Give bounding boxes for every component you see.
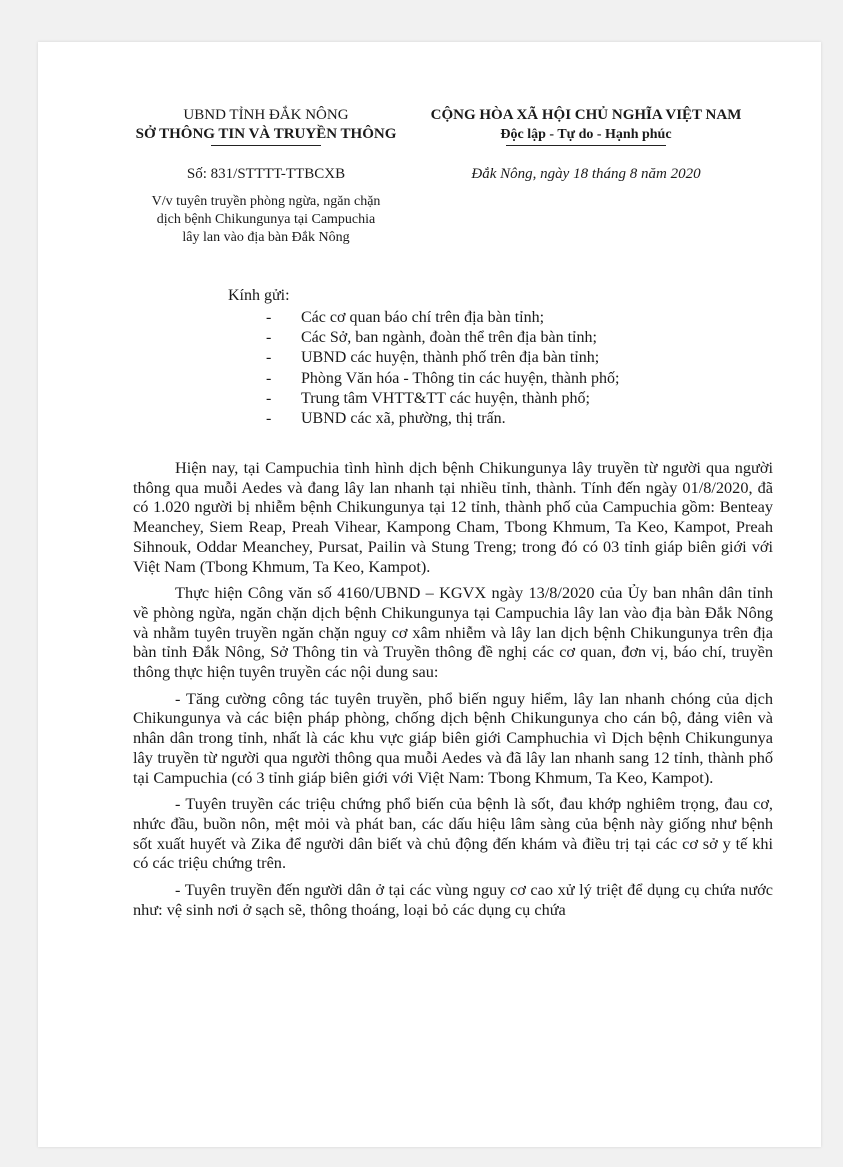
national-header — [416, 106, 756, 146]
nation-title: CỘNG HÒA XÃ HỘI CHỦ NGHĨA VIỆT NAM — [430, 107, 742, 123]
issuing-agency — [116, 106, 416, 146]
document-date: Đắk Nông, ngày 18 tháng 8 năm 2020 — [471, 166, 701, 182]
document-subject — [116, 193, 416, 247]
national-motto: Độc lập - Tự do - Hạnh phúc — [500, 127, 672, 142]
document-number: Số: 831/STTTT-TTBCXB — [186, 166, 346, 182]
agency-parent: UBND TỈNH ĐẮK NÔNG — [183, 107, 349, 123]
recipient-item: - Các Sở, ban ngành, đoàn thể trên địa bàn tỉnh; — [266, 328, 619, 348]
body-paragraph: Hiện nay, tại Campuchia tình hình dịch bệnh Chikungunya lây truyền từ người qua người thông qua muỗi Aedes và đang lây lan nhanh tại nhiều tỉnh, thành. Tính đến ngày 01/8/2020, đã có 1.020 người bị nhiễm bệnh Chikungunya tại 12 tỉnh, thành phố của Campuchia gồm: Benteay Meanchey, Siem Reap, Preah Vihear, Kampong Cham, Tbong Khmum, Ta Keo, Kampot, Preah Sihnouk, Oddar Meanchey, Pursat, Pailin và Stung Treng; trong đó có 03 tỉnh giáp biên giới với Việt Nam (Tbong Khmum, Ta Keo, Kampot). — [133, 458, 773, 576]
subject-line: V/v tuyên truyền phòng ngừa, ngăn chặn — [151, 194, 381, 209]
recipient-item: - UBND các xã, phường, thị trấn. — [266, 409, 619, 429]
body-paragraph: - Tuyên truyền các triệu chứng phổ biến của bệnh là sốt, đau khớp nghiêm trọng, đau cơ, nhức đầu, buồn nôn, mệt mỏi và phát ban, các dấu hiệu lâm sàng của bệnh này giống như bệnh sốt xuất huyết và Zika để người dân biết và chủ động đến khám và điều trị tại các cơ sở y tế khi có các triệu chứng trên. — [133, 794, 773, 873]
body-paragraph: - Tuyên truyền đến người dân ở tại các vùng nguy cơ cao xử lý triệt để dụng cụ chứa nước như: vệ sinh nơi ở sạch sẽ, thông thoáng, loại bỏ các dụng cụ chứa — [133, 880, 773, 919]
recipient-item: - Các cơ quan báo chí trên địa bàn tỉnh; — [266, 308, 619, 328]
recipient-item: - Trung tâm VHTT&TT các huyện, thành phố; — [266, 389, 619, 409]
agency-underline — [211, 145, 321, 146]
body-paragraph: Thực hiện Công văn số 4160/UBND – KGVX ngày 13/8/2020 của Ủy ban nhân dân tỉnh về phòng ngừa, ngăn chặn dịch bệnh Chikungunya tại Campuchia lây lan vào địa bàn Đắk Nông và nhằm tuyên truyền ngăn chặn nguy cơ xâm nhiễm và lây lan dịch bệnh Chikungunya trên địa bàn tỉnh Đắk Nông, Sở Thông tin và Truyền thông đề nghị các cơ quan, đơn vị, báo chí, truyền thông thực hiện tuyên truyền các nội dung sau: — [133, 583, 773, 682]
body-paragraph: - Tăng cường công tác tuyên truyền, phổ biến nguy hiểm, lây lan nhanh chóng của dịch Chikungunya và các biện pháp phòng, chống dịch bệnh Chikungunya cho cán bộ, đảng viên và nhân dân trong tỉnh, nhất là các khu vực giáp biên giới Camphuchia vì Dịch bệnh Chikungunya lây truyền từ người qua người thông qua muỗi Aedes và đã lây lan nhanh sang 12 tỉnh, thành phố tại Campuchia (có 3 tỉnh giáp biên giới với Việt Nam: Tbong Khmum, Ta Keo, Kampot). — [133, 688, 773, 787]
agency-name: SỞ THÔNG TIN VÀ TRUYỀN THÔNG — [135, 126, 397, 142]
recipient-item: - UBND các huyện, thành phố trên địa bàn tỉnh; — [266, 348, 619, 368]
recipient-item: - Phòng Văn hóa - Thông tin các huyện, thành phố; — [266, 369, 619, 389]
document-body — [133, 458, 773, 926]
recipient-list — [266, 308, 619, 429]
subject-line: lây lan vào địa bàn Đắk Nông — [182, 230, 350, 245]
document-page — [38, 42, 821, 1147]
motto-underline — [506, 145, 666, 146]
greeting: Kính gửi: — [228, 287, 290, 304]
subject-line: dịch bệnh Chikungunya tại Campuchia — [156, 212, 376, 227]
